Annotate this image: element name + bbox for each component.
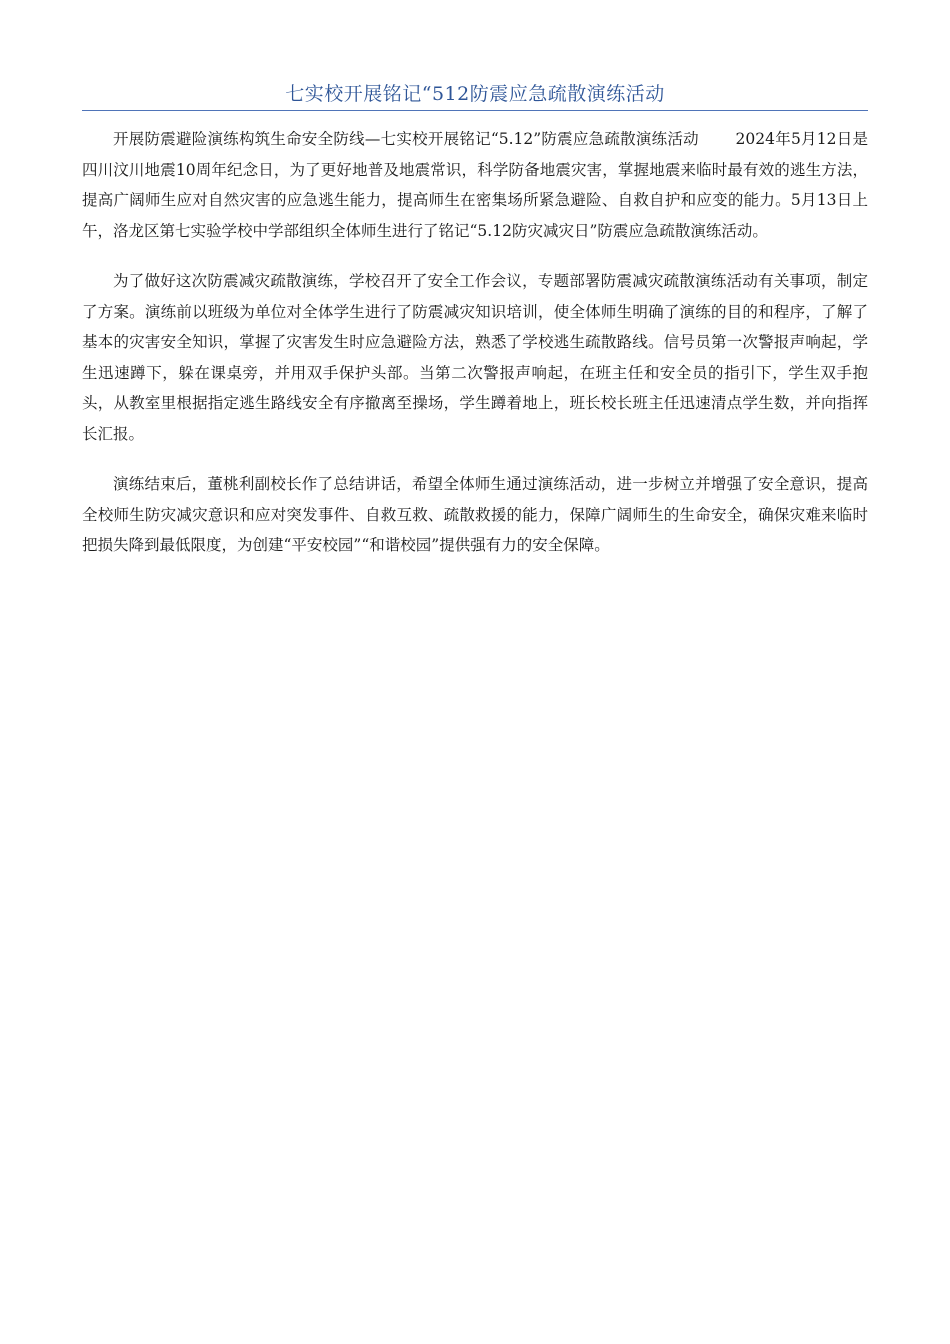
- paragraph-preparation: 为了做好这次防震减灾疏散演练，学校召开了安全工作会议，专题部署防震减灾疏散演练活动有关事项，制定了方案。演练前以班级为单位对全体学生进行了防震减灾知识培训，使全体师生明确了演练的目的和程序，了解了基本的灾害安全知识，掌握了灾害发生时应急避险方法，熟悉了学校逃生疏散路线。信号员第一次警报声响起，学生迅速蹲下，躲在课桌旁，并用双手保护头部。当第二次警报声响起，在班主任和安全员的指引下，学生双手抱头，从教室里根据指定逃生路线安全有序撤离至操场，学生蹲着地上，班长校长班主任迅速清点学生数，并向指挥长汇报。: [82, 272, 868, 443]
- paragraph-summary: 演练结束后，董桃利副校长作了总结讲话，希望全体师生通过演练活动，进一步树立并增强了安全意识，提高全校师生防灾减灾意识和应对突发事件、自救互救、疏散救援的能力，保障广阔师生的生命安全，确保灾难来临时把损失降到最低限度，为创建“平安校园”“和谐校园”提供强有力的安全保障。: [82, 475, 868, 554]
- paragraph-intro: 开展防震避险演练构筑生命安全防线—七实校开展铭记“5.12”防震应急疏散演练活动 2024年5月12日是四川汶川地震10周年纪念日，为了更好地普及地震常识，科学防备地震灾害，掌握地震来临时最有效的逃生方法，提高广阔师生应对自然灾害的应急逃生能力，提高师生在密集场所紧急避险、自救自护和应变的能力。5月13日上午，洛龙区第七实验学校中学部组织全体师生进行了铭记“5.12防灾减灾日”防震应急疏散演练活动。: [82, 130, 868, 240]
- article-body: [82, 124, 868, 581]
- title-divider: [82, 110, 868, 111]
- page-title: 七实校开展铭记“512防震应急疏散演练活动: [285, 83, 665, 105]
